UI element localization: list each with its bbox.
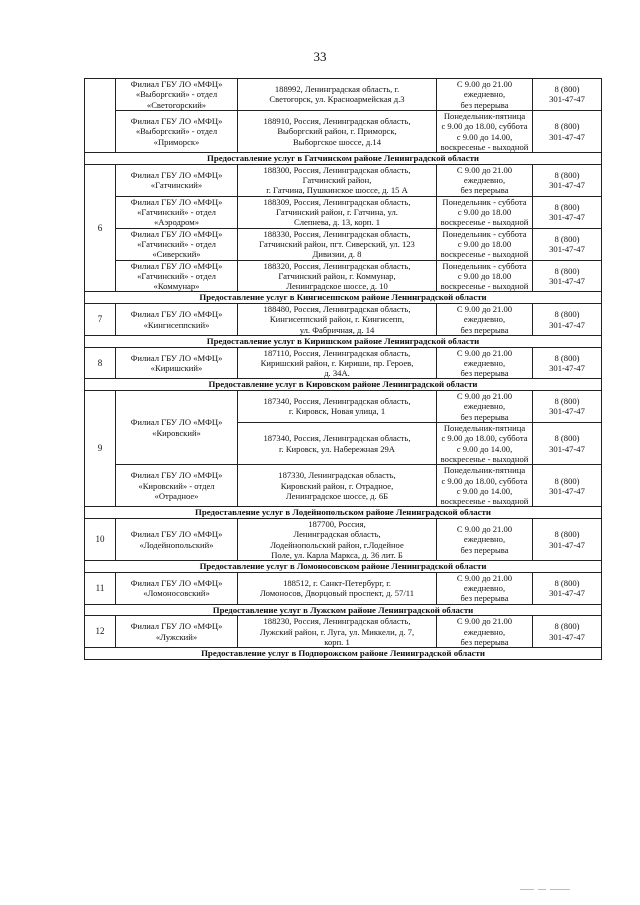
working-hours <box>437 79 533 111</box>
branch-name-line: «Гатчинский» - отдел <box>137 238 216 249</box>
branch-address-line: 188300, Россия, Ленинградская область, <box>263 164 411 175</box>
section-title: Предоставление услуг в Ломоносовском районе Ленинградской области <box>85 561 602 573</box>
working-hours-line: с 9.00 до 18.00 <box>457 238 512 249</box>
branch-address-line: Ленинградская область, <box>293 529 381 540</box>
branch-address <box>238 572 437 604</box>
phone-number-line: 8 (800) <box>554 352 580 363</box>
working-hours-line: без перерыва <box>460 544 509 555</box>
branch-address <box>238 422 437 464</box>
working-hours <box>437 465 533 507</box>
working-hours-line: с 9.00 до 14.00, <box>456 485 513 496</box>
section-header-row <box>85 153 602 165</box>
branch-address-line: 188320, Россия, Ленинградская область, <box>263 260 411 271</box>
working-hours-line: воскресенье - выходной <box>440 217 529 228</box>
branch-name <box>116 616 238 648</box>
working-hours <box>437 110 533 152</box>
working-hours-line: без перерыва <box>460 411 509 422</box>
branch-name-line: «Кингисеппский» <box>143 319 210 330</box>
branch-name <box>116 196 238 228</box>
section-header-row <box>85 335 602 347</box>
page-number: 33 <box>313 49 327 64</box>
branch-address-line: Выборгский район, г. Приморск, <box>277 126 397 137</box>
section-title: Предоставление услуг в Киришском районе Ленинградской области <box>85 335 602 347</box>
section-header-row <box>85 648 602 660</box>
branch-name-line: «Выборгский» - отдел <box>135 126 218 137</box>
working-hours <box>437 304 533 336</box>
branch-row <box>85 304 602 336</box>
branch-row <box>85 465 602 507</box>
row-number <box>85 79 116 153</box>
row-number: 12 <box>85 616 116 648</box>
branch-name-line: «Светогорский» <box>146 99 207 110</box>
phone-number-line: 8 (800) <box>554 396 580 407</box>
branch-name-line: Филиал ГБУ ЛО «МФЦ» <box>130 116 223 127</box>
working-hours-line: воскресенье - выходной <box>440 141 529 152</box>
working-hours-line: с 9.00 до 18.00, суббота <box>441 475 528 486</box>
branch-address-line: Поле, ул. Карла Маркса, д. 36 лит. Б <box>271 549 403 560</box>
section-title: Предоставление услуг в Кировском районе Ленинградской области <box>85 379 602 391</box>
branch-name <box>116 518 238 560</box>
branch-address-line: Гатчинский район, <box>302 175 372 186</box>
row-number: 7 <box>85 304 116 336</box>
branch-address-line: Киришский район, г. Кириши, пр. Героев, <box>260 357 414 368</box>
branch-address <box>238 347 437 379</box>
row-number: 10 <box>85 518 116 560</box>
section-header-row <box>85 292 602 304</box>
branch-address-line: Ленинградское шоссе, д. 10 <box>286 281 388 292</box>
branch-address <box>238 110 437 152</box>
working-hours-line: с 9.00 до 18.00, суббота <box>441 121 528 132</box>
phone-number-line: 8 (800) <box>554 265 580 276</box>
branch-name-line: Филиал ГБУ ЛО «МФЦ» <box>130 260 223 271</box>
working-hours <box>437 616 533 648</box>
phone-number <box>533 347 602 379</box>
phone-number-line: 301-47-47 <box>549 362 585 373</box>
phone-number-line: 301-47-47 <box>549 244 585 255</box>
branch-name-line: «Киришский» <box>150 362 203 373</box>
working-hours <box>437 391 533 423</box>
phone-number <box>533 260 602 292</box>
branch-address-line: Лодейнопольский район, г.Лодейное <box>270 539 404 550</box>
branch-name-line: «Кировский» - отдел <box>138 480 215 491</box>
branch-address <box>238 164 437 196</box>
working-hours-line: с 9.00 до 14.00, <box>456 443 513 454</box>
branch-address-line: ул. Фабричная, д. 14 <box>299 324 375 335</box>
section-title: Предоставление услуг в Лужском районе Ленинградской области <box>85 604 602 616</box>
working-hours-line: ежедневно, <box>463 401 506 412</box>
working-hours-line: воскресенье - выходной <box>440 453 529 464</box>
branch-address-line: 188330, Россия, Ленинградская область, <box>263 228 411 239</box>
branch-name-line: Филиал ГБУ ЛО «МФЦ» <box>130 309 223 320</box>
branch-address-line: 188992, Ленинградская область, г. <box>274 84 400 95</box>
branch-row <box>85 79 602 111</box>
branch-address <box>238 79 437 111</box>
scan-mark <box>520 880 580 886</box>
working-hours-line: с 9.00 до 18.00, суббота <box>441 433 528 444</box>
working-hours <box>437 196 533 228</box>
row-number: 11 <box>85 572 116 604</box>
row-number: 6 <box>85 164 116 292</box>
working-hours-line: воскресенье - выходной <box>440 496 529 507</box>
branch-address-line: 188480, Россия, Ленинградская область, <box>263 304 411 315</box>
branch-name-line: «Аэродром» <box>153 217 200 228</box>
working-hours <box>437 572 533 604</box>
mfc-branches-table <box>84 78 602 660</box>
branch-name <box>116 391 238 465</box>
working-hours-line: без перерыва <box>460 185 509 196</box>
branch-name-line: Филиал ГБУ ЛО «МФЦ» <box>130 169 223 180</box>
branch-address-line: Светогорск, ул. Красноармейская д.3 <box>269 94 405 105</box>
working-hours <box>437 347 533 379</box>
branch-address <box>238 616 437 648</box>
branch-address-line: 188512, г. Санкт-Петербург, г. <box>283 577 391 588</box>
phone-number-line: 301-47-47 <box>549 485 585 496</box>
working-hours-line: ежедневно, <box>463 534 506 545</box>
branch-address <box>238 228 437 260</box>
section-title: Предоставление услуг в Кингисеппском районе Ленинградской области <box>85 292 602 304</box>
phone-number-line: 301-47-47 <box>549 131 585 142</box>
phone-number <box>533 228 602 260</box>
branch-address-line: Выборгское шоссе, д.14 <box>292 136 381 147</box>
branch-address-line: Лужский район, г. Луга, ул. Миккели, д. 7, <box>259 626 415 637</box>
branch-address <box>238 304 437 336</box>
branch-address-line: 187340, Россия, Ленинградская область, <box>263 396 411 407</box>
working-hours-line: с 9.00 до 18.00 <box>457 270 512 281</box>
section-header-row <box>85 604 602 616</box>
branch-row <box>85 196 602 228</box>
working-hours-line: С 9.00 до 21.00 <box>456 524 513 535</box>
branch-row <box>85 164 602 196</box>
branch-name <box>116 465 238 507</box>
working-hours-line: без перерыва <box>460 99 509 110</box>
branch-address <box>238 518 437 560</box>
working-hours-line: ежедневно, <box>463 626 506 637</box>
branch-name-line: Филиал ГБУ ЛО «МФЦ» <box>130 417 223 428</box>
phone-number-line: 8 (800) <box>554 233 580 244</box>
phone-number-line: 8 (800) <box>554 121 580 132</box>
phone-number-line: 301-47-47 <box>549 212 585 223</box>
row-number: 9 <box>85 391 116 507</box>
branch-name <box>116 228 238 260</box>
phone-number <box>533 391 602 423</box>
branch-address-line: 188309, Россия, Ленинградская область, <box>263 196 411 207</box>
section-title: Предоставление услуг в Подпорожском районе Ленинградской области <box>85 648 602 660</box>
phone-number-line: 8 (800) <box>554 309 580 320</box>
working-hours-line: С 9.00 до 21.00 <box>456 79 513 89</box>
working-hours-line: С 9.00 до 21.00 <box>456 164 513 175</box>
branch-name <box>116 572 238 604</box>
branch-name-line: «Сиверский» <box>152 249 201 260</box>
branch-address-line: г. Кировск, ул. Набережная 29А <box>278 443 396 454</box>
working-hours-line: Понедельник-пятница <box>443 110 526 121</box>
phone-number <box>533 465 602 507</box>
branch-address <box>238 391 437 423</box>
section-title: Предоставление услуг в Гатчинском районе Ленинградской области <box>85 153 602 165</box>
working-hours-line: без перерыва <box>460 324 509 335</box>
branch-row <box>85 110 602 152</box>
working-hours-line: с 9.00 до 14.00, <box>456 131 513 142</box>
working-hours-line: С 9.00 до 21.00 <box>456 304 513 315</box>
phone-number <box>533 110 602 152</box>
branch-name-line: Филиал ГБУ ЛО «МФЦ» <box>130 228 223 239</box>
branch-address-line: Дивизии, д. 8 <box>312 249 362 260</box>
branch-name-line: Филиал ГБУ ЛО «МФЦ» <box>130 352 223 363</box>
working-hours <box>437 422 533 464</box>
working-hours <box>437 260 533 292</box>
branch-address-line: Гатчинский район, г. Гатчина, ул. <box>276 206 398 217</box>
branch-name-line: «Коммунар» <box>153 281 200 292</box>
branch-name-line: «Гатчинский» - отдел <box>137 270 216 281</box>
phone-number-line: 8 (800) <box>554 169 580 180</box>
branch-address-line: 187340, Россия, Ленинградская область, <box>263 433 411 444</box>
branch-name-line: «Выборгский» - отдел <box>135 89 218 100</box>
phone-number-line: 8 (800) <box>554 201 580 212</box>
branch-name-line: «Отрадное» <box>154 490 199 501</box>
phone-number <box>533 616 602 648</box>
working-hours-line: С 9.00 до 21.00 <box>456 616 513 627</box>
branch-address <box>238 260 437 292</box>
phone-number <box>533 572 602 604</box>
branch-row <box>85 391 602 423</box>
branch-name-line: «Лодейнопольский» <box>139 539 214 550</box>
phone-number-line: 8 (800) <box>554 84 580 95</box>
section-title: Предоставление услуг в Лодейнопольском районе Ленинградской области <box>85 507 602 519</box>
branch-name <box>116 347 238 379</box>
branch-row <box>85 616 602 648</box>
branch-row <box>85 228 602 260</box>
branch-address <box>238 196 437 228</box>
branch-name <box>116 79 238 111</box>
row-number: 8 <box>85 347 116 379</box>
branch-address-line: Гатчинский район, пгт. Сиверский, ул. 123 <box>259 238 415 249</box>
working-hours-line: ежедневно, <box>463 583 506 594</box>
phone-number-line: 8 (800) <box>554 529 580 540</box>
branch-name <box>116 260 238 292</box>
branch-address-line: 187110, Россия, Ленинградская область, <box>263 347 411 358</box>
branch-name-line: «Кировский» <box>152 427 201 438</box>
phone-number-line: 301-47-47 <box>549 406 585 417</box>
branch-address-line: Ломоносов, Дворцовый проспект, д. 57/11 <box>259 588 414 599</box>
phone-number-line: 301-47-47 <box>549 443 585 454</box>
phone-number-line: 8 (800) <box>554 621 580 632</box>
working-hours-line: Понедельник - суббота <box>442 228 527 239</box>
phone-number-line: 301-47-47 <box>549 94 585 105</box>
branch-address <box>238 465 437 507</box>
phone-number-line: 301-47-47 <box>549 631 585 642</box>
branch-address-line: Кингисеппский район, г. Кингисепп, <box>269 314 405 325</box>
branch-address-line: 188230, Россия, Ленинградская область, <box>263 616 411 627</box>
phone-number <box>533 304 602 336</box>
working-hours-line: воскресенье - выходной <box>440 281 529 292</box>
working-hours-line: С 9.00 до 21.00 <box>456 347 513 358</box>
branch-name-line: Филиал ГБУ ЛО «МФЦ» <box>130 79 223 89</box>
branch-name-line: Филиал ГБУ ЛО «МФЦ» <box>130 470 223 481</box>
branch-address-line: 187330, Ленинградская область, <box>278 470 396 481</box>
section-header-row <box>85 561 602 573</box>
working-hours <box>437 164 533 196</box>
phone-number-line: 8 (800) <box>554 433 580 444</box>
branch-name-line: Филиал ГБУ ЛО «МФЦ» <box>130 577 223 588</box>
branch-row <box>85 518 602 560</box>
branch-name-line: «Ломоносовский» <box>143 588 210 599</box>
working-hours-line: ежедневно, <box>463 314 506 325</box>
branch-name-line: Филиал ГБУ ЛО «МФЦ» <box>130 529 223 540</box>
branch-address-line: 188910, Россия, Ленинградская область, <box>263 116 411 127</box>
phone-number <box>533 79 602 111</box>
working-hours-line: без перерыва <box>460 368 509 379</box>
branch-address-line: Слепнева, д. 13, корп. 1 <box>294 217 380 228</box>
phone-number-line: 301-47-47 <box>549 539 585 550</box>
branch-row <box>85 260 602 292</box>
working-hours-line: воскресенье - выходной <box>440 249 529 260</box>
working-hours-line: ежедневно, <box>463 89 506 100</box>
branch-name <box>116 110 238 152</box>
working-hours-line: Понедельник-пятница <box>443 465 526 476</box>
working-hours-line: С 9.00 до 21.00 <box>456 391 513 401</box>
branch-name <box>116 164 238 196</box>
working-hours-line: Понедельник-пятница <box>443 422 526 433</box>
branch-name-line: «Гатчинский» - отдел <box>137 206 216 217</box>
phone-number <box>533 518 602 560</box>
working-hours-line: с 9.00 до 18.00 <box>457 206 512 217</box>
phone-number-line: 8 (800) <box>554 475 580 486</box>
section-header-row <box>85 379 602 391</box>
working-hours-line: ежедневно, <box>463 357 506 368</box>
branch-address-line: д. 34А. <box>324 368 350 379</box>
working-hours-line: ежедневно, <box>463 175 506 186</box>
phone-number <box>533 196 602 228</box>
branch-address-line: г. Гатчина, Пушкинское шоссе, д. 15 А <box>266 185 408 196</box>
branch-address-line: корп. 1 <box>324 636 350 647</box>
branch-name-line: «Лужский» <box>155 631 198 642</box>
branch-address-line: г. Кировск, Новая улица, 1 <box>288 406 386 417</box>
phone-number <box>533 422 602 464</box>
working-hours-line: Понедельник - суббота <box>442 196 527 207</box>
branch-name-line: «Гатчинский» <box>150 180 203 191</box>
section-header-row <box>85 507 602 519</box>
phone-number-line: 8 (800) <box>554 577 580 588</box>
branch-row <box>85 347 602 379</box>
working-hours-line: С 9.00 до 21.00 <box>456 572 513 583</box>
branch-name <box>116 304 238 336</box>
branch-address-line: 187700, Россия, <box>308 518 366 529</box>
working-hours <box>437 518 533 560</box>
branch-row <box>85 572 602 604</box>
branch-name-line: Филиал ГБУ ЛО «МФЦ» <box>130 196 223 207</box>
phone-number-line: 301-47-47 <box>549 180 585 191</box>
branch-address-line: Ленинградское шоссе, д. 6Б <box>285 490 389 501</box>
branch-address-line: Гатчинский район, г. Коммунар, <box>278 270 396 281</box>
working-hours-line: без перерыва <box>460 636 509 647</box>
branch-name-line: «Приморск» <box>153 136 200 147</box>
phone-number <box>533 164 602 196</box>
branch-address-line: Кировский район, г. Отрадное, <box>280 480 394 491</box>
working-hours-line: Понедельник - суббота <box>442 260 527 271</box>
working-hours-line: без перерыва <box>460 593 509 604</box>
branch-name-line: Филиал ГБУ ЛО «МФЦ» <box>130 621 223 632</box>
working-hours <box>437 228 533 260</box>
phone-number-line: 301-47-47 <box>549 319 585 330</box>
phone-number-line: 301-47-47 <box>549 276 585 287</box>
phone-number-line: 301-47-47 <box>549 588 585 599</box>
